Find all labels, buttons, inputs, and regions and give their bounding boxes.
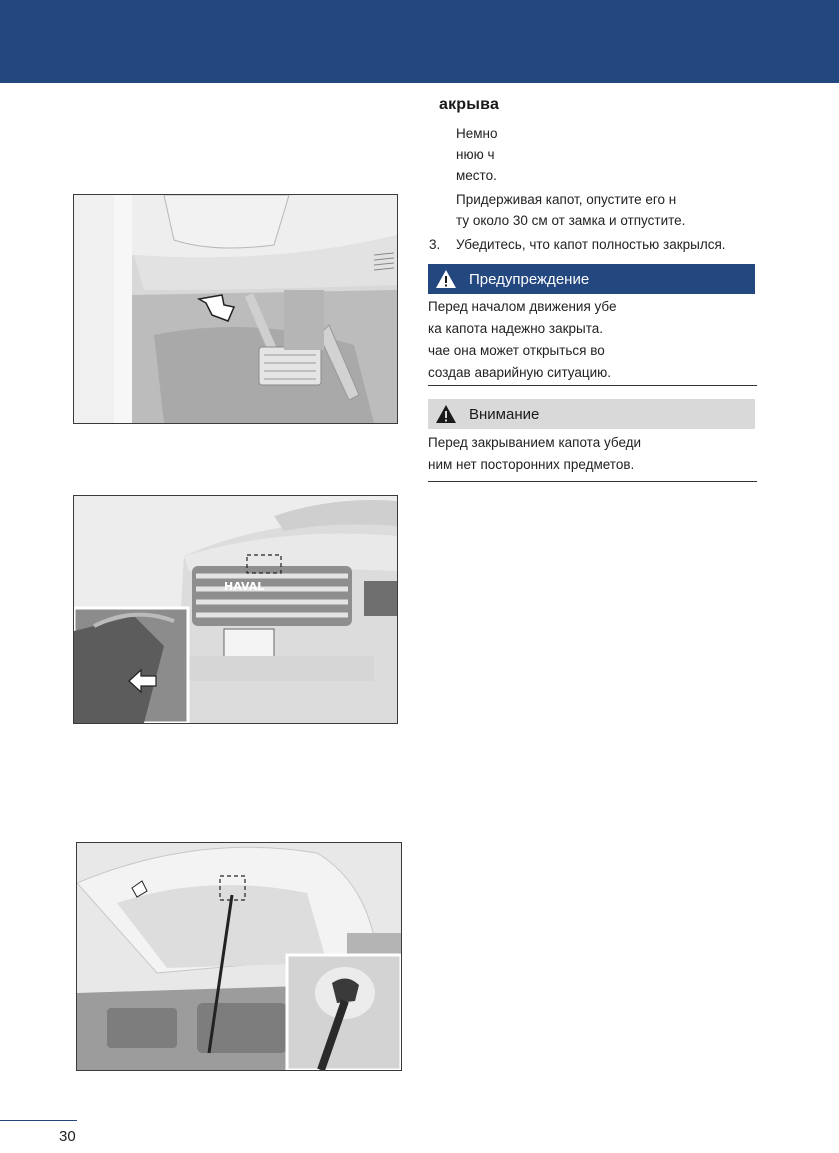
warning-label: Предупреждение [469, 270, 590, 288]
caution-line: ним нет посторонних предметов. [428, 457, 635, 472]
warning-line: создав аварийную ситуацию. [428, 365, 612, 380]
warning-text [428, 296, 658, 384]
caution-line: Перед закрыванием капота убеди [428, 435, 642, 450]
page-number: 30 [59, 1128, 76, 1145]
figure-hood-release-lever [73, 194, 398, 424]
paragraph-line: Придерживая капот, опустите его н [456, 192, 677, 207]
paragraph-1 [456, 123, 516, 186]
step-3 [429, 234, 759, 255]
step-number: 3. [429, 237, 441, 252]
header-band [0, 0, 839, 83]
caution-triangle-icon [435, 404, 457, 424]
caution-divider [428, 481, 757, 482]
paragraph-line: Немно [456, 126, 498, 141]
grille-badge: HAVAL [224, 580, 265, 593]
warning-line: ка капота надежно закрыта. [428, 321, 604, 336]
caution-label: Внимание [469, 405, 540, 423]
section-title: акрыва [439, 96, 500, 113]
warning-triangle-icon [435, 269, 457, 289]
footer-rule [0, 1120, 77, 1121]
paragraph-line: ту около 30 см от замка и отпустите. [456, 213, 686, 228]
warning-header [428, 264, 755, 294]
warning-line: чае она может открыться во [428, 343, 605, 358]
figure-hood-safety-catch [73, 495, 398, 724]
paragraph-line: нюю ч [456, 147, 495, 162]
caution-text [428, 432, 678, 476]
warning-divider [428, 385, 757, 386]
warning-line: Перед началом движения убе [428, 299, 617, 314]
step-text: Убедитесь, что капот полностью закрылся. [456, 237, 726, 252]
caution-header [428, 399, 755, 429]
paragraph-2 [456, 189, 756, 231]
paragraph-line: место. [456, 168, 497, 183]
figure-hood-support-rod [76, 842, 402, 1071]
